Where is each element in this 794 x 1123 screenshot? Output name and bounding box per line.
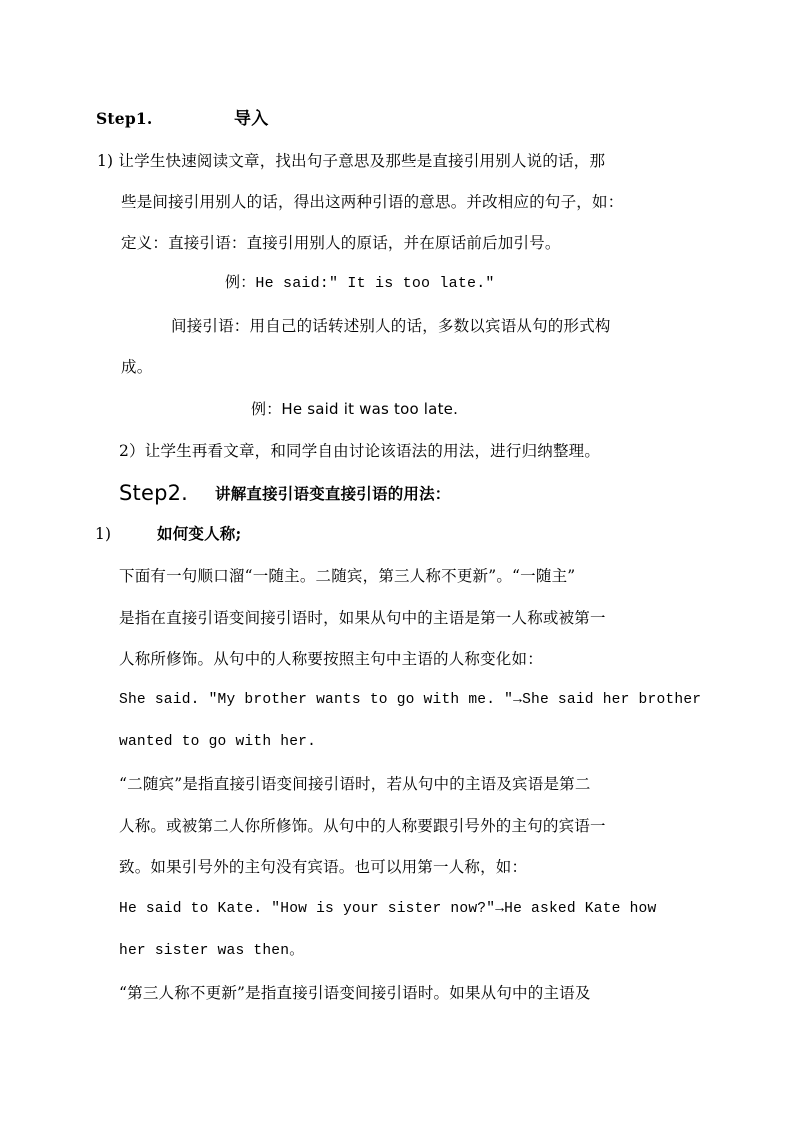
rule-2-paragraph-line-1: “二随宾”是指直接引语变间接引语时，若从句中的主语及宾语是第二 bbox=[119, 775, 591, 793]
rule-1-paragraph-line-1: 下面有一句顺口溜“一随主。二随宾，第三人称不更新”。“一随主” bbox=[119, 567, 576, 585]
rule-1-paragraph-line-2: 是指在直接引语变间接引语时，如果从句中的主语是第一人称或被第一 bbox=[119, 609, 606, 627]
step1-heading: 导入 bbox=[234, 109, 269, 129]
rule-2-paragraph-line-2: 人称。或被第二人你所修饰。从句中的人称要跟引号外的主句的宾语一 bbox=[119, 817, 606, 835]
rule-3-paragraph-line-1: “第三人称不更新”是指直接引语变间接引语时。如果从句中的主语及 bbox=[119, 984, 591, 1002]
rule-2-example-line-1: He said to Kate. "How is your sister now?"→He asked Kate how bbox=[119, 901, 657, 917]
rule-1-example-line-2: wanted to go with her. bbox=[119, 734, 317, 750]
step2-heading: 讲解直接引语变直接引语的用法： bbox=[215, 484, 451, 503]
rule-1-example-line-1: She said. "My brother wants to go with me. "→She said her brother bbox=[119, 692, 702, 708]
rule-item-1-title: 如何变人称; bbox=[157, 524, 242, 543]
instruction-item-2: 2）让学生再看文章，和同学自由讨论该语法的用法，进行归纳整理。 bbox=[119, 442, 601, 460]
example-direct-speech: 例：He said:" It is too late." bbox=[225, 275, 495, 292]
definition-direct-speech: 定义：直接引语：直接引用别人的原话，并在原话前后加引号。 bbox=[121, 234, 561, 252]
instruction-item-1-line-2: 些是间接引用别人的话，得出这两种引语的意思。并改相应的句子，如： bbox=[121, 193, 624, 211]
example-indirect-speech: 例：He said it was too late. bbox=[251, 400, 459, 418]
instruction-item-1-line-1: 1) 让学生快速阅读文章，找出句子意思及那些是直接引用别人说的话，那 bbox=[97, 152, 606, 170]
step2-title: Step2. bbox=[119, 481, 189, 505]
rule-2-paragraph-line-3: 致。如果引号外的主句没有宾语。也可以用第一人称，如： bbox=[119, 858, 528, 876]
rule-1-paragraph-line-3: 人称所修饰。从句中的人称要按照主句中主语的人称变化如： bbox=[119, 650, 543, 668]
definition-indirect-speech-line-1: 间接引语：用自己的话转述别人的话，多数以宾语从句的形式构 bbox=[171, 317, 611, 335]
step1-title: Step1. bbox=[96, 109, 153, 128]
rule-item-1-number: 1) bbox=[95, 525, 112, 543]
rule-2-example-line-2: her sister was then。 bbox=[119, 943, 304, 959]
definition-indirect-speech-line-2: 成。 bbox=[121, 358, 153, 376]
